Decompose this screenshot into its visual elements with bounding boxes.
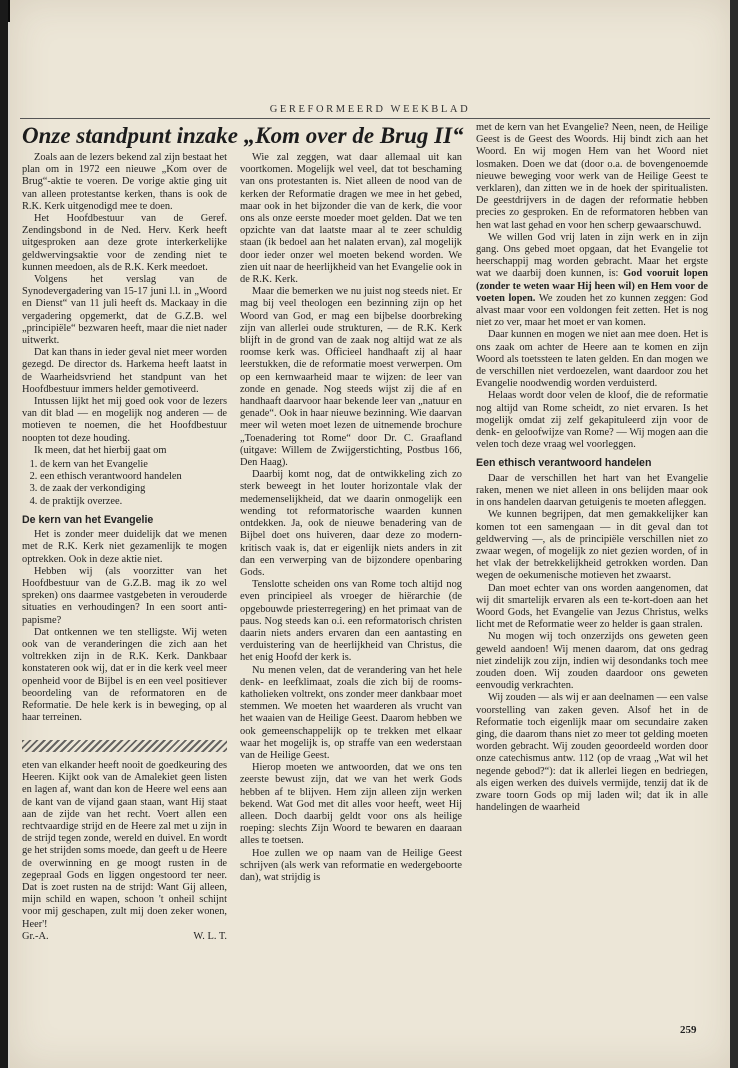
column-2 bbox=[240, 152, 462, 1037]
paragraph: met de kern van het Evangelie? Neen, neen, de Heilige Geest is de Geest des Woords. Hij bindt zich aan het Woord. En wij mogen Hem van het Woord niet losmaken. Doen we dat (door o.a. de bovengenoemde nieuwe beweging voor werk van de Heilige Geest te verklaren), dan zitten we in de hoek der spiritualisten. De geestdrijvers in de dagen der reformatie hebben precies zo gesproken. En de reformatoren hebben van hen wat last gehad en voor hen scherp gewaarschuwd. bbox=[476, 122, 708, 231]
column-3 bbox=[476, 122, 708, 1037]
scan-left-edge bbox=[0, 0, 8, 1068]
paragraph: eten van elkander heeft nooit de goedkeuring des Heeren. Kijkt ook van de Amalekiet geen listen en lagen af, want dan kon de Heere wel eens aan de kant van de vijand gaan staan, want Hij staat aan de zijde van het recht. Voert allen een rechtvaardige strijd en de Heere zal met u zijn in de strijd tegen zonde, wereld en duivel. En wordt ge het strijden soms moede, dan geeft u de Heere de overwinning en ge moogt rusten in de zegepraal Gods en liggen ongestoord ter neer. Dat is zoet rusten na de strijd: Want Gij alleen, mijn schild en wapen, schoon 't onheil schijnt voor mij geschapen, zult mij doen zeker wonen, Heer'! bbox=[22, 760, 227, 930]
paragraph: Daar de verschillen het hart van het Evangelie raken, menen we niet alleen in ons belijden maar ook in ons handelen daarvan getuigenis te moeten afleggen. bbox=[476, 472, 708, 509]
signature-place: Gr.-A. bbox=[22, 930, 49, 942]
list-item: 1. de kern van het Evangelie bbox=[40, 459, 227, 471]
list-item: 3. de zaak der verkondiging bbox=[40, 483, 227, 495]
paragraph: Wij zouden — als wij er aan deelnamen — een valse voorstelling van zaken geven. Alsof het in de Reformatie toch eigenlijk maar om secundaire zaken ging, die daarom thans niet zo meer tot gelding moeten worden gebracht. Wij zouden geoordeeld worden door onze catechismus antw. 112 (op de vraag „Wat wil het negende gebod?“): dat ik allerlei liegen en bedriegen, als eigen werken des duivels vermijde, tenzij dat ik de zware toorn Gods op mij laden wil; dat ik in alle handelingen de waarheid bbox=[476, 692, 708, 814]
paragraph: Dat kan thans in ieder geval niet meer worden gezegd. De director ds. Harkema heeft laatst in de Waarheidsvriend het standpunt van het Hoofdbestuur immers helder gemotiveerd. bbox=[22, 347, 227, 395]
list-item: 4. de praktijk overzee. bbox=[40, 496, 227, 508]
publication-header: GEREFORMEERD WEEKBLAD bbox=[269, 104, 471, 115]
text-run: We willen God vrij laten in zijn werk en in zijn gang. Ons gebed moet opgaan, dat het Evangelie tot heerschappij mag worden gebracht. Maar het ergste wat we daarbij doen kunnen, is: bbox=[476, 231, 708, 280]
paragraph: Dan moet echter van ons worden aangenomen, dat wij dit smartelijk ervaren als een te-kort-doen aan het Woord Gods, het Evangelie van Jezus Christus, welks licht met de Reformatie weer zo helder is gaan stralen. bbox=[476, 582, 708, 631]
paragraph: Intussen lijkt het mij goed ook voor de lezers van dit blad — en mogelijk nog anderen — de motieven te noemen, die het Hoofdbestuur noopten tot deze houding. bbox=[22, 396, 227, 444]
scan-right-edge bbox=[730, 0, 738, 1068]
paragraph: Het Hoofdbestuur van de Geref. Zendingsbond in de Ned. Herv. Kerk heeft uitgesproken aan deze grote interkerkelijke geldwervingsaktie voor de zending niet te kunnen meedoen, als de R.K. Kerk meedoet. bbox=[22, 213, 227, 273]
paragraph: Helaas wordt door velen de kloof, die de reformatie nog altijd van Rome scheidt, zo niet ervaren. Is het mogelijk omdat zij zelf gekapituleerd zijn voor de denk- en geloofwijze van Rome? — Wij mogen aan die velen toch deze vraag wel voorleggen. bbox=[476, 390, 708, 451]
signature-initials: W. L. T. bbox=[193, 930, 227, 942]
paragraph: Tenslotte scheiden ons van Rome toch altijd nog even principieel als vroeger de hiërarchie (de opgebouwde priesterregering) en het primaat van de paus. Nog steeds kan o.i. een reformatorisch christen daarin niets anders ervaren dan een aantasting en verduistering van de heerlijkheid van Christus, die het enig Hoofd der kerk is. bbox=[240, 579, 462, 664]
paragraph: Hebben wij (als voorzitter van het Hoofdbestuur van de G.Z.B. mag ik zo wel spreken) ons daarmee vastgebeten in verouderde situaties en verhoudingen? In een soort anti-papisme? bbox=[22, 565, 227, 626]
page-number: 259 bbox=[680, 1024, 697, 1036]
section-heading: De kern van het Evangelie bbox=[22, 513, 154, 526]
decorative-divider bbox=[22, 740, 227, 752]
section-heading: Een ethisch verantwoord handelen bbox=[476, 457, 652, 470]
paragraph: Hierop moeten we antwoorden, dat we ons ten zeerste bewust zijn, dat we van het werk Gods hebben af te blijven. Hem zijn alleen zijn werken bekend. Wat God met dit alles voor heeft, weet Hij alleen. Doch daarbij geldt voor ons als heilige roeping: slechts Zijn Woord te bewaren en daaraan alles te toetsen. bbox=[240, 762, 462, 847]
paragraph: Het is zonder meer duidelijk dat we menen met de R.K. Kerk niet gezamenlijk te mogen optrekken. Ook in deze aktie niet. bbox=[22, 529, 227, 565]
paragraph: Nu mogen wij toch onzerzijds ons geweten geen geweld aandoen! Wij menen daarom, dat ons gedrag niet zindelijk zou zijn, indien wij desondanks toch mee zouden doen. Wij zouden daardoor ons geweten eenvoudig verkrachten. bbox=[476, 631, 708, 692]
paragraph: Ik meen, dat het hierbij gaat om bbox=[34, 444, 167, 456]
paragraph: We kunnen begrijpen, dat men gemakkelijker kan komen tot een samengaan — in dit geval dan tot geldwerving —, als de principiële verschillen niet zo zwaar wegen, of mogelijk zo niet gezien worden, of in het vlak der betrekkelijkheid getrokken worden. Dan wegen de oekumenische motieven het zwaarst. bbox=[476, 509, 708, 582]
paragraph: Wie zal zeggen, wat daar allemaal uit kan voortkomen. Mogelijk wel veel, dat tot beschaming van ons protestanten is. Niet alleen de nood van de kerken der Reformatie dragen we mee in het gebed, maar ook in het bijzonder die van de kerk, die voor ons als onze eerste moeder moet gelden. Dat we ten opzichte van dat laatste maar al te zeer schuldig staan (ik bedoel aan het nalaten ervan), zal mogelijk door ieder onzer wel moeten bekend worden. We zien uit naar de heerlijkheid van het Evangelie ook in de R.K. Kerk. bbox=[240, 152, 462, 286]
paragraph: Dat ontkennen we ten stelligste. Wij weten ook van de veranderingen die zich aan het voltrekken zijn in de R.K. Kerk. Dankbaar konstateren ook wij, dat er in die kerk veel meer openheid voor de Bijbel is en een veel positiever beoordeling van de reformatoren en de Reformatie. De hele kerk is in beweging, op al haar terreinen. bbox=[22, 626, 227, 724]
paragraph: Nu menen velen, dat de verandering van het hele denk- en leefklimaat, zoals die zich bij de rooms-katholieken voltrekt, ons zonder meer dankbaar moet stemmen. We moeten het waarderen als vrucht van het waaien van de Heilige Geest. Daarom hebben we ook gemeenschappelijk op te trekken met elkaar waar het mogelijk is, op straffe van een wederstaan van de Heilige Geest. bbox=[240, 664, 462, 761]
paragraph bbox=[476, 232, 708, 330]
column-1-continuation bbox=[22, 760, 227, 1020]
bold-text-run: God vooruit lopen (zonder te weten waar Hij heen wil) en Hem voor de voeten lopen. bbox=[476, 268, 708, 304]
article-title: Onze standpunt inzake „Kom over de Brug II“ bbox=[22, 123, 464, 148]
signature-line bbox=[22, 931, 227, 943]
paragraph: Maar die bemerken we nu juist nog steeds niet. Er mag bij veel theologen een bezinning zijn op het Woord van God, er mag een bijbelse doorbreking zijn van allerlei oude strukturen, — de R.K. Kerk blijft in de grond van de zaak nog altijd wat ze als roomse kerk was. Officieel handhaaft zij al haar leerstukken, die de reformatie moest verwerpen. Om op een kernwaarheid maar te wijzen: de leer van zonde en genade. Nog steeds wijst zij die af en handhaaft daarvoor haar bekende leer van „natuur en genade“. Ook in haar nieuwe bezinning. Wie daarvan meer wil weten moet lezen de uitnemende brochure „Toenadering tot Rome“ door Dr. C. Graafland (uitgave: Willem de Zwijgerstichting, Postbus 166, Den Haag). bbox=[240, 286, 462, 469]
paragraph: Daarbij komt nog, dat de ontwikkeling zich zo sterk beweegt in het louter horizontale vlak der medemenselijkheid, dat we daarin onmogelijk een wending tot reformatorische waarden kunnen ontdekken. Ja, ook de nieuwe benadering van de Bijbel doet ons huiveren, daar deze zo modern-kritisch vaak is, dat er eigenlijk niets anders in zit dan een verwerping van de bijzondere openbaring Gods. bbox=[240, 469, 462, 578]
paragraph: Volgens het verslag van de Synodevergadering van 15-17 juni l.l. in „Woord en Dienst“ van 11 juli heeft ds. Mackaay in die vergadering opgemerkt, dat de G.Z.B. wel „principiële“ bezwaren heeft, maar die niet nader uitwerkt. bbox=[22, 274, 227, 347]
motives-list bbox=[22, 459, 227, 508]
column-1 bbox=[22, 152, 227, 732]
paragraph: Zoals aan de lezers bekend zal zijn bestaat het plan om in 1972 een nieuwe „Kom over de Brug“-aktie te voeren. De vorige aktie ging uit van alleen protestantse kerken, thans is ook de R.K. Kerk uitgenodigd mee te doen. bbox=[22, 152, 227, 212]
paragraph: Hoe zullen we op naam van de Heilige Geest schrijven (als werk van reformatie en wedergeboorte dan), wat strijdig is bbox=[240, 847, 462, 883]
text-run: We zouden het zo kunnen zeggen: God alvast maar voor een voldongen feit zetten. Het is nog niet zo ver, maar het moet er van komen. bbox=[476, 292, 708, 329]
paragraph: Daar kunnen en mogen we niet aan mee doen. Het is ons zaak om achter de Heere aan te komen en zijn Woord als toetssteen te laten gelden. En dan mogen we de verschillen niet verdoezelen, want daardoor zou het Evangelie noodwendig worden verduisterd. bbox=[476, 329, 708, 390]
list-item: 2. een ethisch verantwoord handelen bbox=[40, 471, 227, 483]
header-rule bbox=[20, 118, 710, 119]
